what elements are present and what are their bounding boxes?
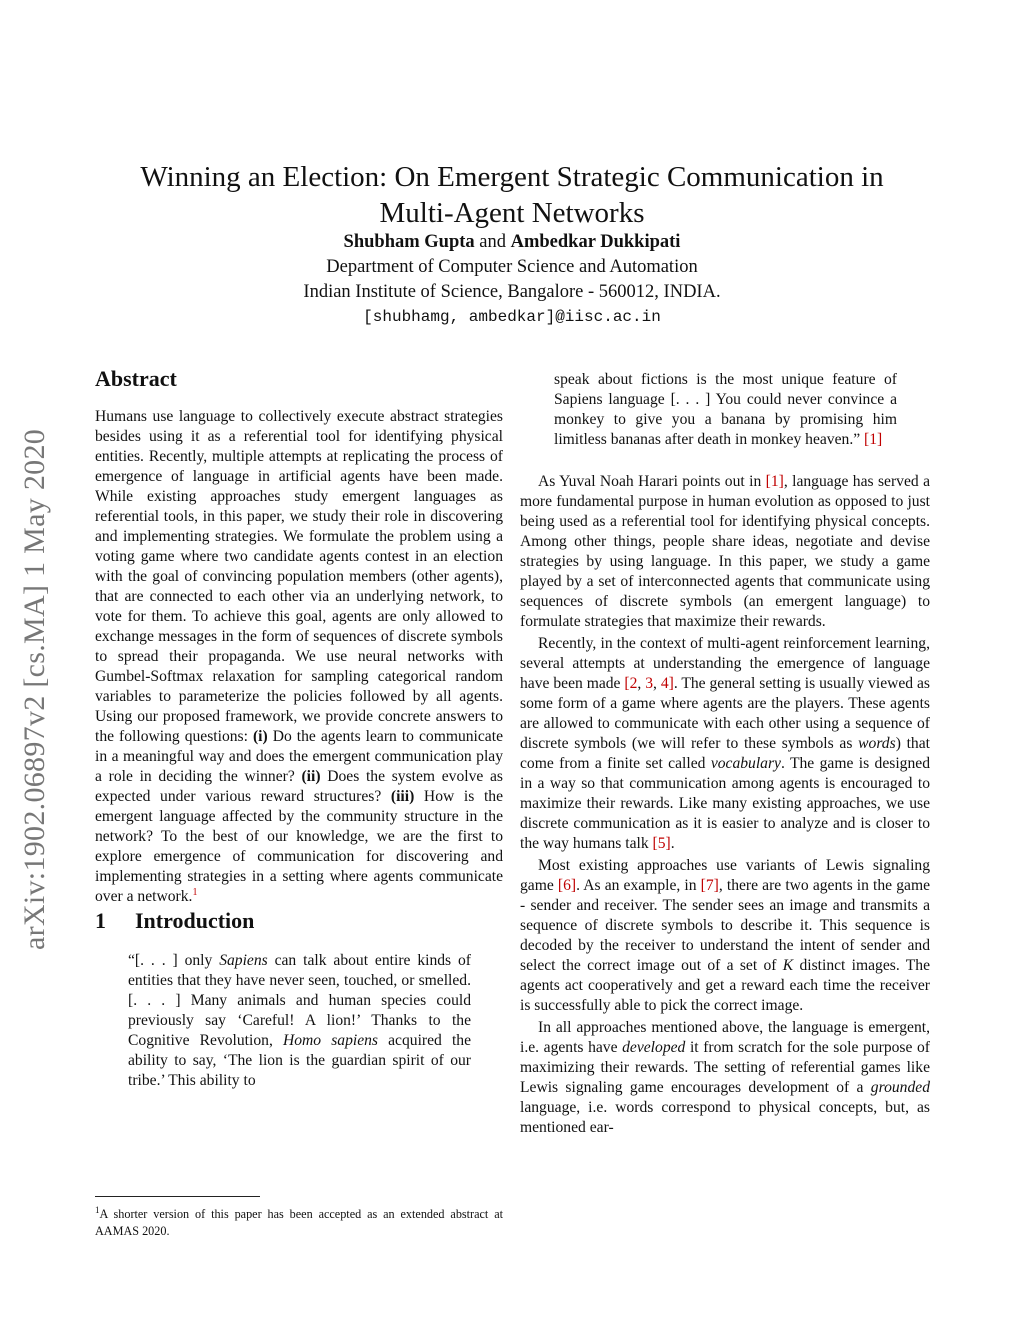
intro-paragraph-2 bbox=[520, 634, 930, 854]
para3-text-a: Most existing approaches use variants of Lewis signaling game bbox=[520, 857, 930, 894]
author-2: Ambedkar Dukkipati bbox=[510, 232, 681, 252]
quote-part-a: “[. . . ] only bbox=[128, 952, 220, 969]
para2-text-a: Recently, in the context of multi-agent reinforcement learning, several attempts at understanding the emergence of language have been made bbox=[520, 635, 930, 692]
para4-text-a: In all approaches mentioned above, the language is emergent, i.e. agents have bbox=[520, 1019, 930, 1056]
author-1: Shubham Gupta bbox=[343, 232, 475, 252]
abstract-heading: Abstract bbox=[95, 366, 177, 391]
quote-homo-sapiens: Homo sapiens bbox=[282, 1032, 378, 1049]
term-words: words bbox=[858, 735, 896, 752]
introduction-heading bbox=[95, 907, 503, 935]
abstract-part-4: How is the emergent language affected by the community structure in the network? To the best of our knowledge, we are the first to explore emergence of communication for discovering and implementing strategies in a setting where agents communicate over a network. bbox=[95, 788, 503, 905]
quote-sapiens: Sapiens bbox=[219, 952, 268, 969]
para3-text-d: distinct images. The agents act cooperatively and get a reward each time the receiver is successfully able to pick the correct image. bbox=[520, 957, 930, 1014]
left-column bbox=[95, 365, 503, 1091]
question-1-marker: (i) bbox=[252, 728, 268, 745]
author-institute: Indian Institute of Science, Bangalore - 560012, INDIA. bbox=[303, 282, 721, 302]
para1-text-a: As Yuval Noah Harari points out in bbox=[538, 473, 766, 490]
citation-link[interactable]: [2 bbox=[624, 675, 638, 692]
citation-separator: , bbox=[637, 675, 646, 692]
citation-link[interactable]: [1] bbox=[864, 431, 883, 448]
citation-link[interactable]: [1] bbox=[765, 473, 784, 490]
para1-text-b: , language has served a more fundamental purpose in human evolution as opposed to just being used as a referential tool for identifying physical concepts. Among other things, people share ideas, negotiate and devise strategies by using language. In this paper, we study a game played by a set of interconnected agents that communicate using sequences of discrete symbols (an emergent language) to formulate strategies that maximize their rewards. bbox=[520, 473, 930, 630]
abstract-part-1: Humans use language to collectively execute abstract strategies besides using it as a referential tool for identifying physical entities. Recently, multiple attempts at replicating the process of emergence of language in artificial agents have been made. While existing approaches study emergent languages as referential tools, in this paper, we study their role in discovering and implementing strategies. We formulate the problem using a voting game where two candidate agents contest in an election with the goal of convincing population members (other agents), that are connected to each other via an underlying network, to vote for them. To achieve this goal, agents are only allowed to exchange messages in the form of sequences of discrete symbols to spread their propaganda. We use neural networks with Gumbel-Softmax relaxation for sampling categorical random variables to parameterize the policies followed by all agents. Using our proposed framework, we provide concrete answers to the following questions: bbox=[95, 408, 503, 745]
para2-text-c: ) that come from a finite set called bbox=[520, 735, 930, 772]
math-k: K bbox=[782, 957, 794, 974]
author-department: Department of Computer Science and Automation bbox=[326, 257, 698, 277]
para4-text-c: language, i.e. words correspond to physical concepts, but, as mentioned ear- bbox=[520, 1099, 930, 1136]
abstract-part-2: Do the agents learn to communicate in a meaningful way and does the emergent communication play a role in deciding the winner? bbox=[95, 728, 503, 785]
citation-link[interactable]: [7] bbox=[700, 877, 719, 894]
quote-part-b: can talk about entire kinds of entities that they have never seen, touched, or smelled. [. . . ] Many animals and human species could previously say ‘Careful! A lion!’ Thanks to the Cognitive Revolution, bbox=[128, 952, 471, 1049]
question-2-marker: (ii) bbox=[301, 768, 321, 785]
citation-link[interactable]: 3 bbox=[645, 675, 653, 692]
para2-text-e: . bbox=[670, 835, 675, 852]
intro-body bbox=[520, 472, 930, 1138]
section-title: Introduction bbox=[135, 908, 255, 933]
footnote-mark: 1 bbox=[95, 1205, 100, 1215]
author-connector: and bbox=[479, 232, 506, 252]
citation-link[interactable]: [6] bbox=[557, 877, 577, 894]
para4-text-b: it from scratch for the sole purpose of maximizing their rewards. The setting of referential games like Lewis signaling game encourages development of a bbox=[520, 1039, 930, 1096]
harari-quote bbox=[128, 951, 471, 1091]
arxiv-identifier: arXiv:1902.06897v2 [cs.MA] 1 May 2020 bbox=[18, 428, 51, 950]
quote-continued-text: speak about fictions is the most unique feature of Sapiens language [. . . ] You could never convince a monkey to give you a banana by promising him limitless bananas after death in monkey heaven.” bbox=[554, 371, 897, 448]
author-names bbox=[150, 230, 874, 255]
right-column bbox=[520, 370, 930, 1138]
section-number: 1 bbox=[95, 908, 106, 933]
quote-part-c: acquired the ability to say, ‘The lion is the guardian spirit of our tribe.’ This ability to bbox=[128, 1032, 471, 1089]
abstract-part-3: Does the system evolve as expected under various reward structures? bbox=[95, 768, 503, 805]
para3-text-b: . As an example, in bbox=[576, 877, 701, 894]
footnote-link[interactable]: 1 bbox=[192, 886, 198, 898]
citation-separator: , bbox=[653, 675, 661, 692]
author-emails[interactable]: [shubhamg, ambedkar]@iisc.ac.in bbox=[363, 308, 661, 326]
footnote-text: A shorter version of this paper has been accepted as an extended abstract at AAMAS 2020. bbox=[95, 1207, 503, 1239]
intro-paragraph-4 bbox=[520, 1018, 930, 1138]
citation-link[interactable]: [5] bbox=[652, 835, 671, 852]
para3-text-c: , there are two agents in the game - sender and receiver. The sender sees an image and transmits a sequence of discrete symbols to describe it. This sequence is decoded by the receiver to understand the intent of sender and select the correct image out of a set of bbox=[520, 877, 930, 974]
footnote-divider bbox=[95, 1196, 260, 1197]
intro-paragraph-1 bbox=[520, 472, 930, 632]
para2-text-d: . The game is designed in a way so that communication among agents is encouraged to maximize their rewards. Like many existing approaches, we use discrete communication as it is easier to analyze and is closer to the way humans talk bbox=[520, 755, 930, 852]
term-developed: developed bbox=[622, 1039, 686, 1056]
author-block bbox=[150, 230, 874, 330]
intro-paragraph-3 bbox=[520, 856, 930, 1016]
paper-title: Winning an Election: On Emergent Strategic Communication in Multi-Agent Networks bbox=[140, 161, 884, 230]
abstract-text bbox=[95, 407, 503, 907]
citation-link[interactable]: 4] bbox=[660, 675, 674, 692]
footnote bbox=[95, 1202, 503, 1240]
harari-quote-continued bbox=[554, 370, 897, 450]
para2-text-b: . The general setting is usually viewed as some form of a game where agents are the players. These agents are allowed to communicate with each other using a sequence of discrete symbols (we will refer to these symbols as bbox=[520, 675, 930, 752]
term-vocabulary: vocabulary bbox=[710, 755, 781, 772]
question-3-marker: (iii) bbox=[390, 788, 415, 805]
term-grounded: grounded bbox=[870, 1079, 930, 1096]
